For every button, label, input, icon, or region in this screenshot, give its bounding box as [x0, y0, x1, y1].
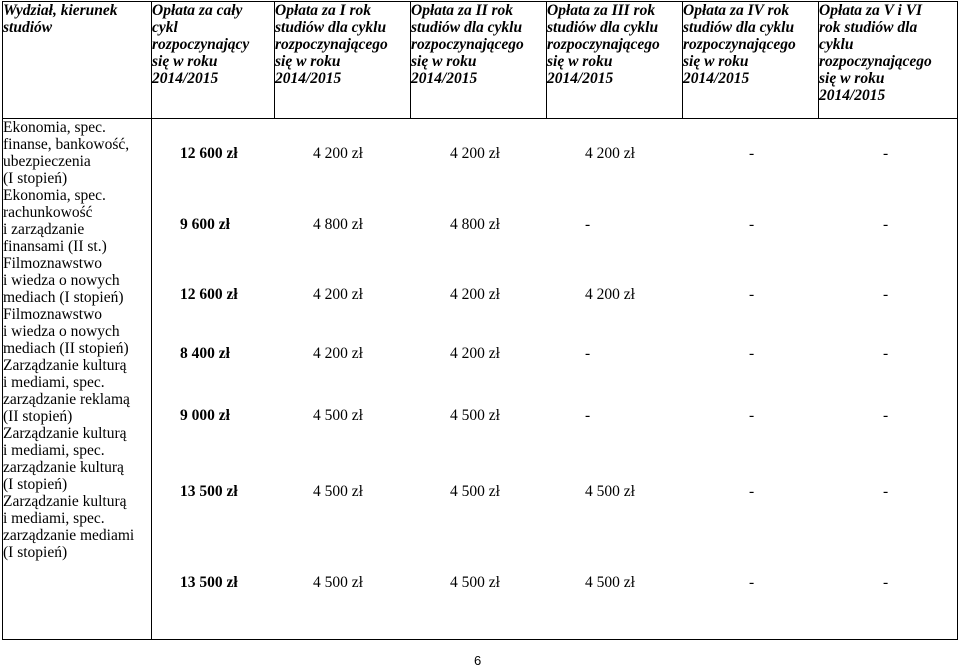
program-filmoznawstwo-2: Filmoznawstwo i wiedza o nowych mediach (II stopień): [3, 306, 129, 357]
header-total-fee: Opłata za cały cykl rozpoczynający się w roku 2014/2015: [152, 2, 275, 119]
year-fee-value: -: [883, 145, 889, 162]
header-year-4: Opłata za IV rok studiów dla cyklu rozpoczynającego się w roku 2014/2015: [683, 2, 819, 119]
body-row: [3, 119, 958, 640]
year-fee-value: -: [883, 407, 889, 424]
year-fee-value: -: [883, 216, 889, 233]
header-year-3: Opłata za III rok studiów dla cyklu rozpoczynającego się w roku 2014/2015: [547, 2, 683, 119]
total-fee-value: 9 600 zł: [180, 216, 230, 233]
program-zk-kultura: Zarządzanie kulturą i mediami, spec. zarządzanie kulturą (I stopień): [3, 425, 127, 493]
year-fee-value: -: [883, 345, 889, 362]
year-fee-value: 4 200 zł: [450, 145, 500, 162]
values-area: [152, 119, 958, 640]
year-fee-value: 4 500 zł: [313, 483, 363, 500]
program-filmoznawstwo-1: Filmoznawstwo i wiedza o nowych mediach (I stopień): [3, 255, 124, 306]
program-zk-media: Zarządzanie kulturą i mediami, spec. zarządzanie mediami (I stopień): [3, 493, 135, 561]
header-year-5-6: Opłata za V i VI rok studiów dla cyklu rozpoczynającego się w roku 2014/2015: [819, 2, 958, 119]
year-fee-value: -: [749, 574, 755, 591]
year-fee-value: -: [749, 216, 755, 233]
year-fee-value: 4 200 zł: [585, 286, 635, 303]
year-fee-value: -: [585, 407, 591, 424]
total-fee-value: 9 000 zł: [180, 407, 230, 424]
year-fee-value: 4 200 zł: [313, 345, 363, 362]
total-fee-value: 13 500 zł: [180, 483, 238, 500]
header-row: [3, 2, 958, 119]
year-fee-value: -: [749, 345, 755, 362]
year-fee-value: 4 500 zł: [585, 574, 635, 591]
header-year-2: Opłata za II rok studiów dla cyklu rozpoczynającego się w roku 2014/2015: [411, 2, 547, 119]
fees-table: [2, 1, 958, 640]
year-fee-value: 4 800 zł: [313, 216, 363, 233]
programs-column: [3, 119, 152, 640]
year-fee-value: 4 200 zł: [450, 286, 500, 303]
program-zk-reklama: Zarządzanie kulturą i mediami, spec. zarządzanie reklamą (II stopień): [3, 357, 130, 425]
year-fee-value: 4 500 zł: [450, 483, 500, 500]
year-fee-value: -: [585, 345, 591, 362]
year-fee-value: -: [749, 286, 755, 303]
year-fee-value: 4 200 zł: [313, 145, 363, 162]
year-fee-value: 4 500 zł: [450, 574, 500, 591]
total-fee-value: 13 500 zł: [180, 574, 238, 591]
program-ekonomia-rachunkowosc: Ekonomia, spec. rachunkowość i zarządzanie finansami (II st.): [3, 187, 107, 255]
year-fee-value: 4 200 zł: [450, 345, 500, 362]
year-fee-value: 4 200 zł: [585, 145, 635, 162]
year-fee-value: 4 500 zł: [585, 483, 635, 500]
year-fee-value: -: [585, 216, 591, 233]
year-fee-value: -: [749, 407, 755, 424]
year-fee-value: 4 500 zł: [313, 574, 363, 591]
header-program: Wydział, kierunek studiów: [3, 2, 152, 119]
year-fee-value: 4 500 zł: [450, 407, 500, 424]
total-fee-value: 12 600 zł: [180, 286, 238, 303]
program-ekonomia-finanse: Ekonomia, spec. finanse, bankowość, ubezpieczenia (I stopień): [3, 119, 130, 187]
year-fee-value: 4 800 zł: [450, 216, 500, 233]
year-fee-value: -: [749, 483, 755, 500]
year-fee-value: -: [883, 574, 889, 591]
year-fee-value: -: [749, 145, 755, 162]
header-year-1: Opłata za I rok studiów dla cyklu rozpoczynającego się w roku 2014/2015: [275, 2, 411, 119]
year-fee-value: -: [883, 483, 889, 500]
year-fee-value: 4 200 zł: [313, 286, 363, 303]
total-fee-value: 12 600 zł: [180, 145, 238, 162]
year-fee-value: 4 500 zł: [313, 407, 363, 424]
page-number: 6: [474, 653, 482, 668]
total-fee-value: 8 400 zł: [180, 345, 230, 362]
year-fee-value: -: [883, 286, 889, 303]
